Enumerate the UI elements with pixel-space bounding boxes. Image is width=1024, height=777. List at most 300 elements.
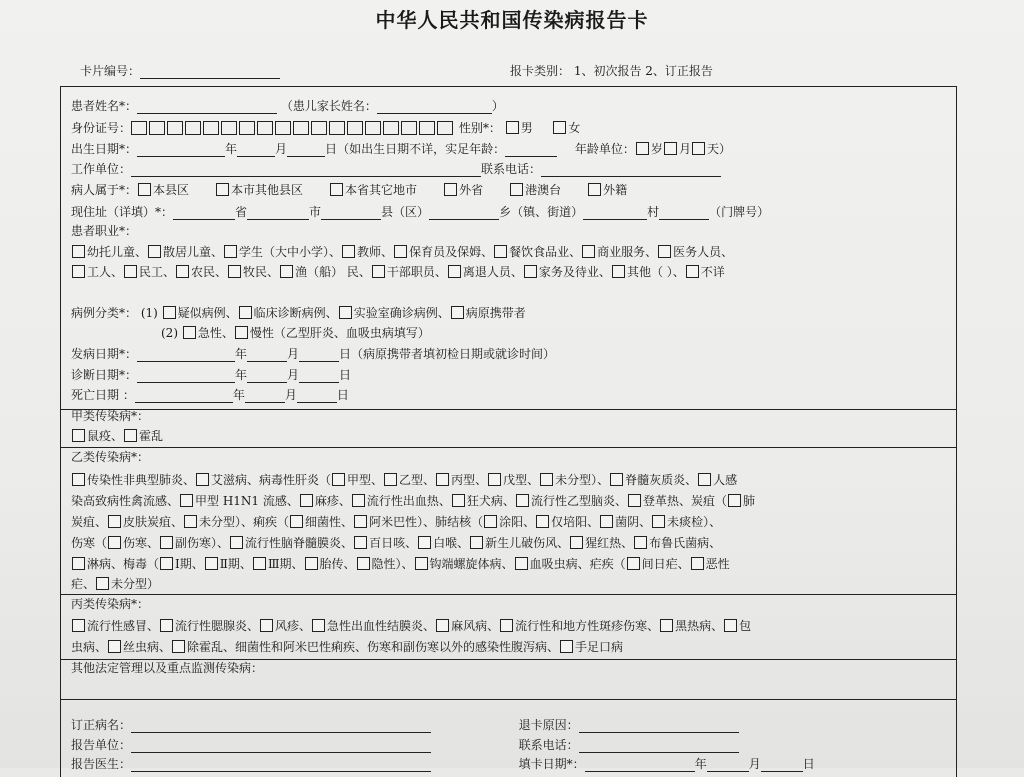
occupation-checkbox[interactable] (280, 265, 293, 278)
class-b-option-label: 艾滋病、病毒性肝炎（ (211, 473, 332, 487)
class-c-checkbox[interactable] (72, 619, 85, 632)
class-c-checkbox[interactable] (312, 619, 325, 632)
belongs-option-label: 本市其他县区 (231, 183, 304, 197)
fill-month-field[interactable] (707, 758, 749, 772)
guardian-close: ） (491, 99, 504, 113)
occupation-checkbox[interactable] (176, 265, 189, 278)
death-year-field[interactable] (135, 389, 233, 403)
case-class-checkbox[interactable] (339, 306, 352, 319)
class-b-option-label: 菌阴、 (615, 515, 652, 529)
class-b-checkbox[interactable] (570, 536, 583, 549)
work-unit-label: 工作单位： (71, 162, 132, 176)
case-class-option-label: 疑似病例、 (177, 306, 238, 320)
id-label: 身份证号： (71, 121, 132, 135)
class-b-checkbox[interactable] (627, 557, 640, 570)
class-b-checkbox[interactable] (536, 515, 549, 528)
report-doctor-field[interactable] (131, 758, 431, 772)
class-b-checkbox[interactable] (691, 557, 704, 570)
case-class-checkbox[interactable] (239, 306, 252, 319)
male-label: 男 (520, 121, 533, 135)
occupation-checkbox[interactable] (658, 245, 671, 258)
class-c-checkbox[interactable] (660, 619, 673, 632)
belongs-option-label: 本省其它地市 (345, 183, 418, 197)
class-b-option-label: 淋病、梅毒（ (87, 557, 160, 571)
class-b-checkbox[interactable] (357, 557, 370, 570)
occupation-checkbox[interactable] (124, 265, 137, 278)
age-month-label: 月 (678, 142, 691, 156)
occupation-option-label: 牧民、 (243, 265, 280, 279)
class-b-row-2 (71, 493, 950, 509)
class-b-option-label: 间日疟、 (641, 557, 690, 571)
id-digit-box[interactable] (275, 121, 291, 135)
belongs-checkbox[interactable] (330, 183, 343, 196)
age-unit-label: 年龄单位： (574, 142, 635, 156)
birth-note: （如出生日期不详，实足年龄： (337, 142, 506, 156)
report-unit-field[interactable] (131, 739, 431, 753)
class-b-checkbox[interactable] (332, 473, 345, 486)
case-class-2-option-label: 慢性（乙型肝炎、血吸虫病填写） (249, 326, 430, 340)
address-row (71, 204, 950, 220)
class-a-option-label: 霍乱 (139, 429, 164, 443)
fill-month-label: 月 (748, 757, 761, 771)
phone-field[interactable] (541, 163, 721, 177)
belongs-option-label: 本县区 (153, 183, 190, 197)
addr-number-label: （门牌号） (709, 205, 770, 219)
class-b-checkbox[interactable] (160, 536, 173, 549)
onset-month-field[interactable] (247, 348, 287, 362)
divider-class-c (61, 594, 956, 595)
class-b-checkbox[interactable] (470, 536, 483, 549)
class-c-checkbox[interactable] (724, 619, 737, 632)
class-b-checkbox[interactable] (108, 515, 121, 528)
occupation-checkbox[interactable] (72, 245, 85, 258)
class-c-option-label: 手足口病 (575, 640, 624, 654)
belongs-checkbox[interactable] (138, 183, 151, 196)
class-b-option-label: 涂阳、 (499, 515, 536, 529)
class-b-checkbox[interactable] (628, 494, 641, 507)
id-digit-box[interactable] (257, 121, 273, 135)
contact-phone-label: 联系电话： (518, 738, 579, 752)
diag-day-label: 日 (339, 368, 352, 382)
id-digit-box[interactable] (383, 121, 399, 135)
id-digit-box[interactable] (311, 121, 327, 135)
divider-footer (61, 699, 956, 700)
class-b-option-label: 白喉、 (433, 536, 470, 550)
revised-name-label: 订正病名： (71, 718, 132, 732)
class-b-checkbox[interactable] (610, 473, 623, 486)
class-c-checkbox[interactable] (172, 640, 185, 653)
female-checkbox[interactable] (553, 121, 566, 134)
occupation-row-2 (71, 264, 950, 280)
class-b-option-label: 戊型、 (503, 473, 540, 487)
id-digit-box[interactable] (131, 121, 147, 135)
class-b-option-label: 登革热、炭疽（ (642, 494, 727, 508)
id-number-boxes[interactable] (131, 121, 455, 135)
id-digit-box[interactable] (149, 121, 165, 135)
form-frame (60, 86, 957, 777)
diag-year-label: 年 (235, 368, 248, 382)
class-b-option-label: 皮肤炭疽、 (123, 515, 184, 529)
occupation-checkbox[interactable] (582, 245, 595, 258)
class-b-option-label: 未分型）、痢疾（ (199, 515, 290, 529)
case-class-option-label: 病原携带者 (465, 306, 526, 320)
class-b-row-6 (71, 576, 950, 592)
phone-label: 联系电话： (481, 162, 542, 176)
class-c-label: 丙类传染病*： (71, 597, 150, 611)
belongs-checkbox[interactable] (444, 183, 457, 196)
addr-city-field[interactable] (247, 206, 309, 220)
diag-month-field[interactable] (247, 369, 287, 383)
page-title: 中华人民共和国传染病报告卡 (375, 8, 649, 32)
class-b-checkbox[interactable] (72, 557, 85, 570)
addr-province-field[interactable] (173, 206, 235, 220)
case-class-option-label: 实验室确诊病例、 (353, 306, 450, 320)
occupation-option-label: 医务人员、 (673, 245, 734, 259)
divider-class-b (61, 447, 956, 448)
class-b-row-4 (71, 535, 950, 551)
case-class-2-option-label: 急性、 (197, 326, 234, 340)
class-b-checkbox[interactable] (600, 515, 613, 528)
year-label: 年 (225, 142, 238, 156)
id-row (71, 120, 950, 136)
case-class-options-1 (162, 306, 526, 320)
diagnosis-row (71, 367, 950, 383)
death-label: 死亡日期 ： (71, 388, 135, 402)
class-b-option-label: 流行性出血热、 (366, 494, 451, 508)
class-b-checkbox[interactable] (698, 473, 711, 486)
class-b-checkbox[interactable] (205, 557, 218, 570)
class-b-option-label: 未分型）、 (555, 473, 610, 487)
death-row (71, 387, 950, 403)
class-b-checkbox[interactable] (515, 557, 528, 570)
reject-reason-label: 退卡原因： (518, 718, 579, 732)
diag-month-label: 月 (287, 368, 300, 382)
class-b-checkbox[interactable] (196, 473, 209, 486)
patient-name-row (71, 98, 950, 114)
onset-label: 发病日期*： (71, 347, 138, 361)
age-month-checkbox[interactable] (664, 142, 677, 155)
age-day-label: 天） (706, 142, 731, 156)
age-sui-label: 岁 (650, 142, 663, 156)
class-b-label: 乙类传染病*： (71, 450, 150, 464)
case-class-2-checkbox[interactable] (183, 326, 196, 339)
onset-year-field[interactable] (137, 348, 235, 362)
class-b-option-label: 胎传、 (319, 557, 356, 571)
sex-label: 性别*： (458, 121, 501, 135)
diag-day-field[interactable] (299, 369, 339, 383)
class-a-label: 甲类传染病*： (71, 409, 150, 423)
occupation-checkbox[interactable] (224, 245, 237, 258)
onset-note: 日（病原携带者填初检日期或就诊时间） (339, 347, 556, 361)
occupation-option-label: 民工、 (139, 265, 176, 279)
class-b-checkbox[interactable] (415, 557, 428, 570)
id-digit-box[interactable] (437, 121, 453, 135)
class-b-row-6-prefix: 疟、 (71, 577, 96, 591)
class-c-checkbox[interactable] (160, 619, 173, 632)
class-b-option-label: 丙型、 (451, 473, 488, 487)
diag-year-field[interactable] (137, 369, 235, 383)
fill-day-label: 日 (802, 757, 815, 771)
case-class-options-2 (182, 326, 430, 340)
class-a-checkbox[interactable] (72, 429, 85, 442)
case-class-row-2 (161, 325, 950, 341)
class-b-option-label: 甲型、 (347, 473, 384, 487)
class-b-option-label: 肺 (742, 494, 755, 508)
belongs-options (137, 183, 653, 197)
card-header-line (80, 62, 964, 79)
class-b-checkbox[interactable] (108, 536, 121, 549)
occupation-option-label: 工人、 (87, 265, 124, 279)
class-b-checkbox[interactable] (352, 494, 365, 507)
class-b-checkbox[interactable] (516, 494, 529, 507)
class-b-option-label: 流行性乙型脑炎、 (530, 494, 627, 508)
death-month-label: 月 (284, 388, 297, 402)
class-b-checkbox[interactable] (354, 515, 367, 528)
class-c-checkbox[interactable] (500, 619, 513, 632)
address-label: 现住址（详填）*： (71, 205, 174, 219)
occupation-checkbox[interactable] (448, 265, 461, 278)
class-b-checkbox[interactable] (728, 494, 741, 507)
addr-city-label: 市 (309, 205, 322, 219)
class-b-option-label: 副伤寒）、 (175, 536, 230, 550)
addr-number-field[interactable] (659, 206, 709, 220)
age-sui-checkbox[interactable] (636, 142, 649, 155)
occupation-checkbox[interactable] (148, 245, 161, 258)
class-c-option-label: 包 (739, 619, 752, 633)
occupation-option-label: 保育员及保姆、 (409, 245, 494, 259)
onset-day-field[interactable] (299, 348, 339, 362)
report-unit-label: 报告单位： (71, 738, 132, 752)
class-b-checkbox[interactable] (300, 494, 313, 507)
revised-name-field[interactable] (131, 719, 431, 733)
class-b-checkbox[interactable] (354, 536, 367, 549)
belongs-option-label: 港澳台 (525, 183, 562, 197)
class-b-checkbox[interactable] (72, 473, 85, 486)
id-digit-box[interactable] (239, 121, 255, 135)
belongs-row (71, 182, 950, 198)
death-day-label: 日 (336, 388, 349, 402)
onset-row (71, 346, 950, 362)
report-doctor-row (71, 756, 950, 772)
occupation-checkbox[interactable] (228, 265, 241, 278)
occupation-label: 患者职业*： (71, 224, 138, 238)
belongs-checkbox[interactable] (216, 183, 229, 196)
occupation-checkbox[interactable] (342, 245, 355, 258)
class-b-option-label: Ⅱ期、 (219, 557, 252, 571)
case-class-checkbox[interactable] (163, 306, 176, 319)
class-c-checkbox[interactable] (108, 640, 121, 653)
addr-county-field[interactable] (321, 206, 381, 220)
patient-name-label: 患者姓名*： (71, 99, 138, 113)
death-year-label: 年 (232, 388, 245, 402)
class-c-row-2-prefix: 虫病、 (71, 640, 108, 654)
class-a-checkbox[interactable] (124, 429, 137, 442)
guardian-label: （患儿家长姓名： (280, 99, 377, 113)
class-b-checkbox[interactable] (634, 536, 647, 549)
card-type: 报卡类别： 1、初次报告 2、订正报告 (510, 64, 713, 78)
id-digit-box[interactable] (293, 121, 309, 135)
birth-row (71, 141, 950, 157)
class-a-options (71, 428, 950, 444)
revised-name-row (71, 717, 950, 733)
id-digit-box[interactable] (221, 121, 237, 135)
class-c-option-label: 除霍乱、细菌性和阿米巴性痢疾、伤寒和副伤寒以外的感染性腹泻病、 (187, 640, 560, 654)
occupation-option-label: 商业服务、 (597, 245, 658, 259)
class-b-option-label: 百日咳、 (369, 536, 418, 550)
occupation-option-label: 学生（大中小学）、 (239, 245, 342, 259)
class-c-option-label: 麻风病、 (451, 619, 500, 633)
class-b-option-label: 血吸虫病、疟疾（ (529, 557, 626, 571)
class-c-option-label: 黑热病、 (675, 619, 724, 633)
death-day-field[interactable] (297, 389, 337, 403)
class-b-option-label: 乙型、 (399, 473, 436, 487)
id-digit-box[interactable] (401, 121, 417, 135)
card-number-field[interactable] (140, 65, 280, 79)
occupation-option-label: 干部职员、 (386, 265, 447, 279)
class-b-checkbox[interactable] (652, 515, 665, 528)
occupation-checkbox[interactable] (72, 265, 85, 278)
id-digit-box[interactable] (419, 121, 435, 135)
class-b-checkbox[interactable] (305, 557, 318, 570)
class-b-checkbox[interactable] (484, 515, 497, 528)
occupation-option-label: 教师、 (357, 245, 394, 259)
occupation-row-1 (71, 244, 950, 260)
class-b-option-label: 传染性非典型肺炎、 (87, 473, 196, 487)
work-row (71, 161, 950, 177)
other-label: 其他法定管理以及重点监测传染病： (71, 661, 264, 675)
belongs-checkbox[interactable] (588, 183, 601, 196)
id-digit-box[interactable] (203, 121, 219, 135)
case-class-row-1 (71, 305, 950, 321)
class-c-checkbox[interactable] (260, 619, 273, 632)
onset-month-label: 月 (287, 347, 300, 361)
class-b-checkbox[interactable] (452, 494, 465, 507)
class-b-option-label: 仅培阳、 (551, 515, 600, 529)
fill-year-field[interactable] (585, 758, 695, 772)
fill-day-field[interactable] (761, 758, 803, 772)
class-b-checkbox[interactable] (540, 473, 553, 486)
month-label: 月 (275, 142, 288, 156)
occupation-checkbox[interactable] (612, 265, 625, 278)
fill-year-label: 年 (694, 757, 707, 771)
class-b-option-label: 猩红热、 (585, 536, 634, 550)
age-day-checkbox[interactable] (692, 142, 705, 155)
belongs-label: 病人属于*： (71, 183, 138, 197)
occupation-option-label: 家务及待业、 (538, 265, 611, 279)
id-digit-box[interactable] (365, 121, 381, 135)
class-b-row-3-prefix: 炭疽、 (71, 515, 108, 529)
birth-month-field[interactable] (237, 143, 275, 157)
class-b-option-label: 隐性）、 (371, 557, 414, 571)
class-b-option-label: 流行性脑脊髓膜炎、 (245, 536, 354, 550)
female-label: 女 (568, 121, 581, 135)
class-c-option-label: 流行性感冒、 (87, 619, 160, 633)
id-digit-box[interactable] (347, 121, 363, 135)
class-b-checkbox[interactable] (436, 473, 449, 486)
class-b-checkbox[interactable] (180, 494, 193, 507)
occupation-option-label: 散居儿童、 (163, 245, 224, 259)
class-c-option-label: 风疹、 (275, 619, 312, 633)
class-b-row-1 (71, 472, 950, 488)
class-c-option-label: 流行性腮腺炎、 (175, 619, 260, 633)
class-b-row-3 (71, 514, 950, 530)
occupation-checkbox[interactable] (494, 245, 507, 258)
report-unit-row (71, 737, 950, 753)
case-class-2-checkbox[interactable] (235, 326, 248, 339)
class-b-checkbox[interactable] (253, 557, 266, 570)
day-label: 日 (325, 142, 338, 156)
class-b-checkbox[interactable] (160, 557, 173, 570)
class-b-option-label: 细菌性、 (305, 515, 354, 529)
id-digit-box[interactable] (329, 121, 345, 135)
class-b-checkbox[interactable] (290, 515, 303, 528)
class-b-option-label: 新生儿破伤风、 (485, 536, 570, 550)
age-field[interactable] (505, 143, 557, 157)
birth-label: 出生日期*： (71, 142, 138, 156)
death-month-field[interactable] (245, 389, 285, 403)
class-c-checkbox[interactable] (436, 619, 449, 632)
reject-reason-field[interactable] (579, 719, 739, 733)
class-b-option-label: 阿米巴性）、肺结核（ (369, 515, 484, 529)
class-b-checkbox[interactable] (96, 577, 109, 590)
class-c-row-2 (71, 639, 950, 655)
class-c-option-label: 急性出血性结膜炎、 (327, 619, 436, 633)
onset-year-label: 年 (235, 347, 248, 361)
class-b-checkbox[interactable] (184, 515, 197, 528)
occupation-checkbox[interactable] (372, 265, 385, 278)
class-b-option-label: 恶性 (705, 557, 730, 571)
addr-province-label: 省 (235, 205, 248, 219)
class-b-option-label: 脊髓灰质炎、 (625, 473, 698, 487)
contact-phone-field[interactable] (579, 739, 739, 753)
occupation-option-label: 其他（ ）、 (626, 265, 685, 279)
belongs-checkbox[interactable] (510, 183, 523, 196)
addr-town-field[interactable] (429, 206, 499, 220)
work-unit-field[interactable] (131, 163, 481, 177)
patient-name-field[interactable] (137, 100, 277, 114)
occupation-checkbox[interactable] (394, 245, 407, 258)
class-b-checkbox[interactable] (418, 536, 431, 549)
occupation-checkbox[interactable] (686, 265, 699, 278)
birth-day-field[interactable] (287, 143, 325, 157)
class-b-checkbox[interactable] (488, 473, 501, 486)
male-checkbox[interactable] (506, 121, 519, 134)
class-c-checkbox[interactable] (560, 640, 573, 653)
addr-county-label: 县（区） (381, 205, 430, 219)
id-digit-box[interactable] (167, 121, 183, 135)
class-b-option-label: Ⅲ期、 (267, 557, 304, 571)
case-class-checkbox[interactable] (451, 306, 464, 319)
class-a-option-label: 鼠疫、 (87, 429, 124, 443)
guardian-name-field[interactable] (377, 100, 492, 114)
diagnosis-label: 诊断日期*： (71, 368, 138, 382)
class-b-option-label: 未分型） (111, 577, 160, 591)
addr-town-label: 乡（镇、街道） (499, 205, 584, 219)
addr-village-field[interactable] (583, 206, 647, 220)
addr-village-label: 村 (647, 205, 660, 219)
class-b-row-4-prefix: 伤寒（ (71, 536, 108, 550)
class-b-checkbox[interactable] (384, 473, 397, 486)
class-c-row-1 (71, 618, 950, 634)
class-b-option-label: 狂犬病、 (466, 494, 515, 508)
class-b-checkbox[interactable] (230, 536, 243, 549)
fill-date-label: 填卡日期*： (518, 757, 585, 771)
class-b-option-label: 甲型 H1N1 流感、 (195, 494, 299, 508)
id-digit-box[interactable] (185, 121, 201, 135)
class-b-option-label: 伤寒、 (123, 536, 160, 550)
occupation-checkbox[interactable] (524, 265, 537, 278)
birth-year-field[interactable] (137, 143, 225, 157)
